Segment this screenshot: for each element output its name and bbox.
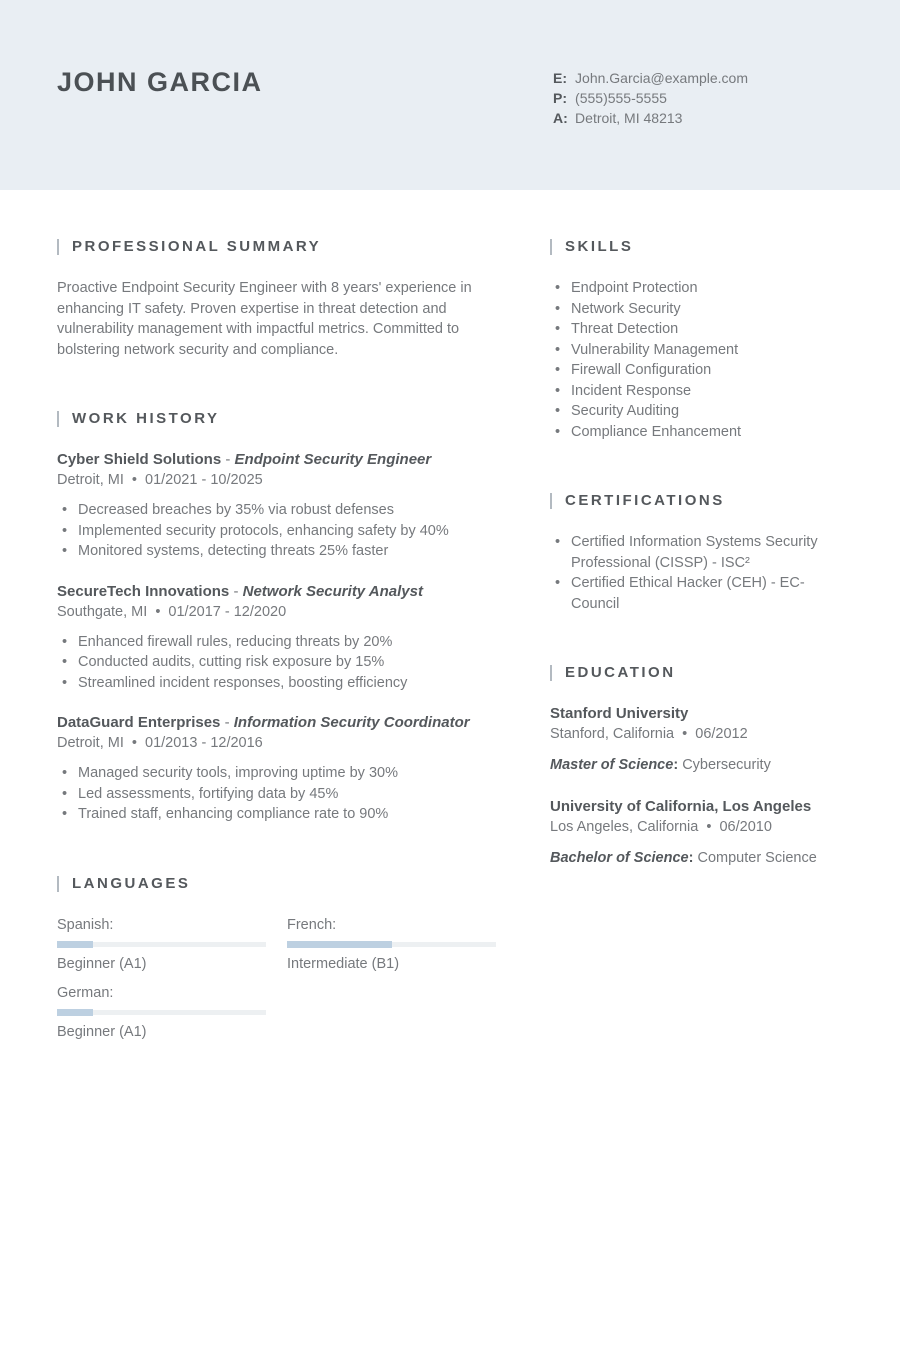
- contact-value: John.Garcia@example.com: [575, 70, 748, 86]
- section-education: [550, 664, 843, 868]
- bullet-text: Managed security tools, improving uptime by 30%: [78, 765, 398, 781]
- meta-bullet: •: [131, 735, 137, 751]
- bullet-glyph: •: [555, 403, 561, 419]
- skill-item: [550, 381, 843, 402]
- left-column: [57, 238, 520, 1092]
- bar-fill: [57, 941, 93, 948]
- skill-text: Security Auditing: [571, 403, 680, 419]
- section-title: [57, 410, 520, 428]
- job-list: [57, 450, 520, 825]
- school-location: Los Angeles, California: [550, 819, 699, 835]
- section-title-text: EDUCATION: [565, 664, 676, 681]
- bullet-glyph: •: [555, 362, 561, 378]
- degree-name: Bachelor of Science: [550, 850, 689, 866]
- field-of-study: Cybersecurity: [682, 757, 771, 773]
- job-entry: [57, 582, 520, 694]
- bar-fill: [57, 1009, 93, 1016]
- job-title: Network Security Analyst: [242, 582, 423, 600]
- section-certifications: [550, 492, 843, 614]
- section-title: [550, 238, 843, 256]
- skill-item: [550, 278, 843, 299]
- bullet-glyph: •: [555, 534, 561, 550]
- section-title: [550, 492, 843, 510]
- certification-text: Certified Information Systems Security Professional (CISSP) - ISC²: [571, 534, 818, 571]
- certification-text: Certified Ethical Hacker (CEH) - EC-Council: [571, 575, 805, 612]
- section-title: [57, 875, 520, 893]
- language-grid: [57, 915, 520, 1042]
- dash-separator: -: [233, 582, 239, 600]
- job-entry: [57, 713, 520, 825]
- bullet-text: Enhanced firewall rules, reducing threats by 20%: [78, 633, 393, 650]
- language-name: Spanish:: [57, 916, 114, 933]
- field-of-study: Computer Science: [697, 850, 817, 866]
- bullet-glyph: •: [62, 785, 68, 802]
- job-heading: [57, 713, 520, 733]
- job-meta: [57, 733, 520, 753]
- degree-line: [550, 848, 843, 868]
- section-skills: [550, 238, 843, 442]
- certification-item: [550, 573, 843, 614]
- colon-glyph: :: [688, 850, 694, 866]
- bullet-glyph: •: [555, 382, 561, 399]
- language-name: French:: [287, 916, 337, 933]
- job-dates: 01/2017 - 12/2020: [168, 603, 287, 620]
- company-name: Cyber Shield Solutions: [57, 451, 222, 468]
- contact-value: Detroit, MI 48213: [575, 110, 683, 126]
- certifications-list: [550, 532, 843, 614]
- contact-value: (555)555-5555: [575, 90, 667, 106]
- degree-name: Master of Science: [550, 757, 674, 773]
- job-bullet-list: [57, 632, 520, 694]
- contact-block: [553, 68, 748, 128]
- contact-row: [553, 68, 748, 88]
- job-bullet-item: [57, 804, 520, 825]
- job-title: Information Security Coordinator: [233, 714, 470, 731]
- job-heading: [57, 450, 520, 470]
- header-band: [0, 0, 900, 190]
- company-name: DataGuard Enterprises: [57, 714, 221, 731]
- skill-text: Vulnerability Management: [571, 341, 739, 358]
- section-divider-bar-icon: [57, 411, 59, 427]
- job-meta: [57, 602, 520, 622]
- language-item: [287, 915, 496, 974]
- section-languages: [57, 875, 520, 1042]
- section-title-text: LANGUAGES: [72, 874, 191, 892]
- education-entry: [550, 704, 843, 775]
- job-bullet-item: [57, 521, 520, 542]
- bullet-glyph: •: [555, 300, 561, 317]
- school-meta: [550, 817, 843, 837]
- language-proficiency-bar: [287, 941, 496, 948]
- job-bullet-item: [57, 632, 520, 653]
- job-bullet-list: [57, 500, 520, 562]
- bullet-text: Monitored systems, detecting threats 25% faster: [78, 543, 389, 559]
- colon-glyph: :: [673, 757, 679, 773]
- school-name: Stanford University: [550, 705, 689, 722]
- education-entry: [550, 797, 843, 868]
- job-bullet-item: [57, 784, 520, 805]
- meta-bullet: •: [131, 472, 137, 488]
- section-title-text: WORK HISTORY: [72, 410, 220, 427]
- contact-label: A:: [553, 110, 568, 126]
- skill-text: Threat Detection: [571, 321, 679, 337]
- bullet-glyph: •: [62, 522, 68, 539]
- job-meta: [57, 470, 520, 490]
- right-column: [550, 238, 843, 1092]
- section-title: [57, 238, 520, 256]
- section-title-text: CERTIFICATIONS: [565, 492, 725, 509]
- section-divider-bar-icon: [550, 239, 552, 255]
- job-location: Detroit, MI: [57, 735, 124, 751]
- language-name: German:: [57, 984, 114, 1001]
- contact-row: [553, 108, 748, 128]
- bullet-text: Implemented security protocols, enhancing safety by 40%: [78, 522, 449, 539]
- bullet-text: Conducted audits, cutting risk exposure by 15%: [78, 654, 385, 670]
- bullet-glyph: •: [555, 280, 561, 296]
- bullet-text: Led assessments, fortifying data by 45%: [78, 785, 339, 802]
- bullet-glyph: •: [62, 806, 68, 822]
- job-entry: [57, 450, 520, 562]
- language-item: [57, 915, 266, 974]
- dash-separator: -: [225, 451, 231, 468]
- skill-item: [550, 422, 843, 443]
- meta-bullet: •: [155, 603, 161, 620]
- contact-label: P:: [553, 90, 568, 106]
- job-bullet-item: [57, 673, 520, 694]
- person-name: JOHN GARCIA: [57, 67, 263, 97]
- contact-row: [553, 88, 748, 108]
- bullet-glyph: •: [62, 502, 68, 518]
- section-divider-bar-icon: [57, 239, 59, 255]
- skill-text: Compliance Enhancement: [571, 423, 742, 440]
- section-professional-summary: [57, 238, 520, 360]
- meta-bullet: •: [682, 726, 688, 742]
- body-columns: [0, 190, 900, 1092]
- job-bullet-list: [57, 763, 520, 825]
- skills-list: [550, 278, 843, 442]
- job-bullet-item: [57, 763, 520, 784]
- job-title: Endpoint Security Engineer: [234, 451, 432, 468]
- language-level: Beginner (A1): [57, 955, 147, 972]
- section-divider-bar-icon: [550, 493, 552, 509]
- skill-text: Network Security: [571, 300, 681, 317]
- job-dates: 01/2021 - 10/2025: [145, 472, 263, 488]
- skill-text: Endpoint Protection: [571, 280, 698, 296]
- school-meta: [550, 724, 843, 744]
- job-location: Detroit, MI: [57, 472, 124, 488]
- graduation-date: 06/2012: [695, 726, 748, 742]
- contact-label: E:: [553, 70, 568, 86]
- section-divider-bar-icon: [57, 876, 59, 892]
- language-proficiency-bar: [57, 941, 266, 948]
- meta-bullet: •: [706, 819, 712, 835]
- bullet-text: Decreased breaches by 35% via robust defenses: [78, 502, 394, 518]
- bullet-glyph: •: [62, 633, 68, 650]
- graduation-date: 06/2010: [719, 819, 772, 835]
- bullet-glyph: •: [555, 575, 561, 591]
- school-location: Stanford, California: [550, 726, 675, 742]
- section-title-text: SKILLS: [565, 238, 634, 255]
- bullet-glyph: •: [555, 341, 561, 358]
- dash-separator: -: [224, 714, 230, 731]
- section-title: [550, 664, 843, 682]
- skill-text: Incident Response: [571, 382, 692, 399]
- section-divider-bar-icon: [550, 665, 552, 681]
- bullet-glyph: •: [62, 543, 68, 559]
- skill-item: [550, 340, 843, 361]
- company-name: SecureTech Innovations: [57, 582, 230, 600]
- job-dates: 01/2013 - 12/2016: [145, 735, 263, 751]
- bullet-glyph: •: [555, 321, 561, 337]
- section-work-history: [57, 410, 520, 825]
- job-location: Southgate, MI: [57, 603, 148, 620]
- language-proficiency-bar: [57, 1009, 266, 1016]
- skill-item: [550, 360, 843, 381]
- bullet-text: Streamlined incident responses, boosting efficiency: [78, 674, 408, 691]
- bullet-glyph: •: [62, 674, 68, 691]
- job-heading: [57, 582, 520, 602]
- bullet-glyph: •: [555, 423, 561, 440]
- language-item: [57, 983, 266, 1042]
- skill-item: [550, 299, 843, 320]
- certification-item: [550, 532, 843, 573]
- bullet-glyph: •: [62, 765, 68, 781]
- job-bullet-item: [57, 500, 520, 521]
- job-bullet-item: [57, 652, 520, 673]
- bullet-glyph: •: [62, 654, 68, 670]
- bar-fill: [287, 941, 392, 948]
- job-bullet-item: [57, 541, 520, 562]
- school-name: University of California, Los Angeles: [550, 798, 812, 815]
- summary-paragraph: Proactive Endpoint Security Engineer with 8 years' experience in enhancing IT safety. Proven expertise in threat detection and vulnerability management with impactful metrics. Committed to bolstering network security and compliance.: [57, 280, 472, 358]
- language-level: Beginner (A1): [57, 1023, 147, 1040]
- education-list: [550, 704, 843, 868]
- bullet-text: Trained staff, enhancing compliance rate to 90%: [78, 806, 389, 822]
- skill-text: Firewall Configuration: [571, 362, 712, 378]
- skill-item: [550, 401, 843, 422]
- language-level: Intermediate (B1): [287, 955, 400, 972]
- skill-item: [550, 319, 843, 340]
- degree-line: [550, 755, 843, 775]
- section-title-text: PROFESSIONAL SUMMARY: [72, 238, 322, 255]
